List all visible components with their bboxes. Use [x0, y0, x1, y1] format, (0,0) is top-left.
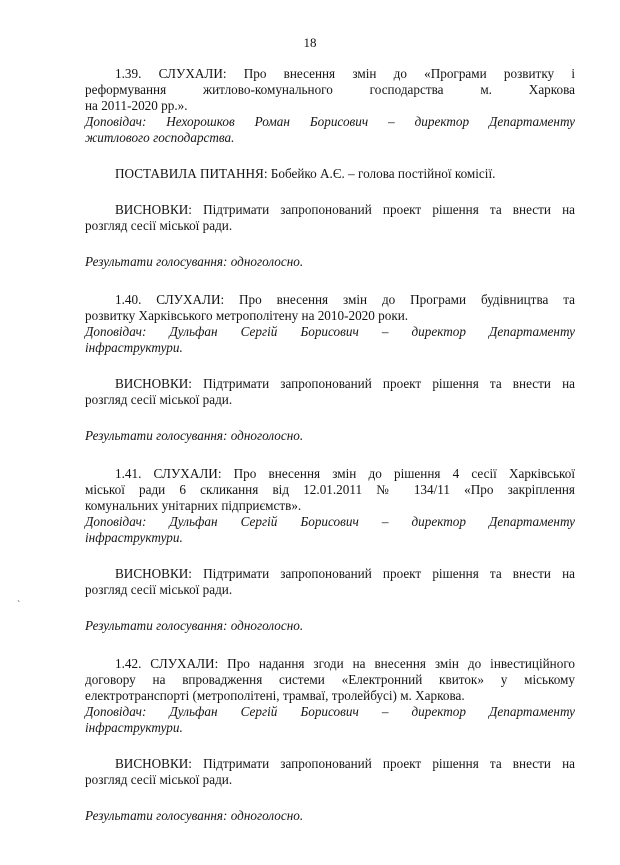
conclusion-line: розгляд сесії міської ради. — [85, 772, 233, 787]
heard-line: міської ради 6 скликання від 12.01.2011 № 134/11 «Про закріплення — [85, 482, 575, 497]
speaker-paragraph — [85, 114, 575, 146]
heard-line: на 2011-2020 рр.». — [85, 98, 188, 113]
speaker-line: інфраструктури. — [85, 340, 183, 355]
speaker-paragraph — [85, 704, 575, 736]
heard-paragraph — [85, 66, 575, 114]
heard-line: електротранспорті (метрополітені, трамваї, тролейбусі) м. Харкова. — [85, 688, 465, 703]
conclusion-line: розгляд сесії міської ради. — [85, 582, 233, 597]
conclusion-line: ВИСНОВКИ: Підтримати запропонований проект рішення та внести на — [115, 566, 575, 581]
conclusion-paragraph — [85, 376, 575, 408]
heard-line: 1.41. СЛУХАЛИ: Про внесення змін до рішення 4 сесії Харківської — [115, 466, 575, 481]
minutes-body — [85, 66, 575, 824]
speaker-paragraph — [85, 324, 575, 356]
conclusion-line: ВИСНОВКИ: Підтримати запропонований проект рішення та внести на — [115, 376, 575, 391]
conclusion-paragraph — [85, 566, 575, 598]
speaker-line: Доповідач: Дульфан Сергій Борисович – директор Департаменту — [85, 704, 575, 719]
conclusion-line: ВИСНОВКИ: Підтримати запропонований проект рішення та внести на — [115, 202, 575, 217]
heard-line: реформування житлово-комунального господарства м. Харкова — [85, 82, 575, 97]
conclusion-line: розгляд сесії міської ради. — [85, 392, 233, 407]
conclusion-line: розгляд сесії міської ради. — [85, 218, 233, 233]
agenda-item-1-40 — [85, 292, 575, 444]
conclusion-line: ВИСНОВКИ: Підтримати запропонований проект рішення та внести на — [115, 756, 575, 771]
speaker-paragraph — [85, 514, 575, 546]
heard-paragraph — [85, 292, 575, 324]
raised-by: ПОСТАВИЛА ПИТАННЯ: Бобейко А.Є. – голова постійної комісії. — [115, 166, 496, 181]
heard-line: 1.42. СЛУХАЛИ: Про надання згоди на внесення змін до інвестиційного — [115, 656, 575, 671]
speaker-line: житлового господарства. — [85, 130, 235, 145]
heard-line: 1.40. СЛУХАЛИ: Про внесення змін до Програми будівництва та — [115, 292, 575, 307]
margin-mark: ` — [17, 600, 21, 611]
speaker-line: Доповідач: Дульфан Сергій Борисович – директор Департаменту — [85, 324, 575, 339]
vote-result: Результати голосування: одноголосно. — [85, 808, 304, 823]
vote-result: Результати голосування: одноголосно. — [85, 618, 304, 633]
agenda-item-1-39 — [85, 66, 575, 270]
agenda-item-1-42 — [85, 656, 575, 824]
speaker-line: Доповідач: Дульфан Сергій Борисович – директор Департаменту — [85, 514, 575, 529]
heard-line: договору на впровадження системи «Електронний квиток» у міському — [85, 672, 575, 687]
vote-result: Результати голосування: одноголосно. — [85, 428, 304, 443]
conclusion-paragraph — [85, 756, 575, 788]
heard-line: комунальних унітарних підприємств». — [85, 498, 302, 513]
heard-line: розвитку Харківського метрополітену на 2010-2020 роки. — [85, 308, 409, 323]
speaker-line: інфраструктури. — [85, 530, 183, 545]
heard-paragraph — [85, 466, 575, 514]
page-number: 18 — [303, 35, 317, 50]
speaker-line: інфраструктури. — [85, 720, 183, 735]
conclusion-paragraph — [85, 202, 575, 234]
speaker-line: Доповідач: Нехорошков Роман Борисович – директор Департаменту — [85, 114, 575, 129]
agenda-item-1-41 — [85, 466, 575, 634]
vote-result: Результати голосування: одноголосно. — [85, 254, 304, 269]
heard-line: 1.39. СЛУХАЛИ: Про внесення змін до «Програми розвитку і — [115, 66, 575, 81]
heard-paragraph — [85, 656, 575, 704]
